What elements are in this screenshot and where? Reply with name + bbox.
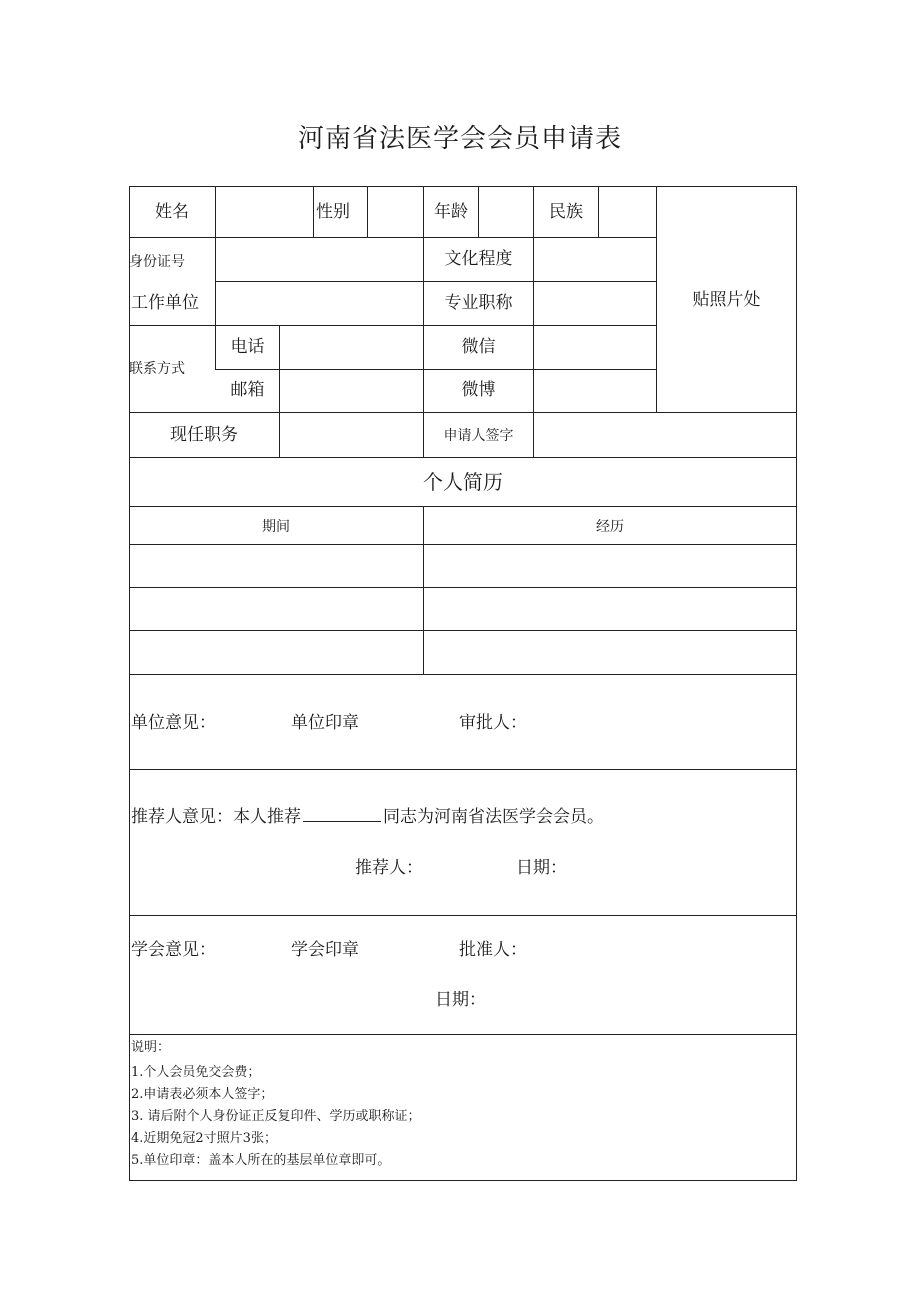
photo-placeholder: 贴照片处 xyxy=(692,290,761,310)
note-item: 1.个人会员免交会费； xyxy=(131,1065,261,1080)
label-employer: 工作单位 xyxy=(131,293,199,313)
society-opinion-label: 学会意见： xyxy=(131,940,216,960)
label-gender: 性别 xyxy=(316,202,350,222)
phone-input[interactable] xyxy=(280,326,423,369)
label-applicant-signature: 申请人签字 xyxy=(443,428,514,444)
rule xyxy=(129,630,797,631)
rule xyxy=(129,587,797,588)
label-education: 文化程度 xyxy=(444,249,513,269)
note-item: 2.申请表必须本人签字； xyxy=(131,1087,274,1102)
wechat-input[interactable] xyxy=(534,326,656,369)
recommender-opinion xyxy=(131,807,604,827)
resume-col-period: 期间 xyxy=(262,519,290,535)
gender-input[interactable] xyxy=(368,187,423,237)
rule xyxy=(423,186,424,457)
label-ethnicity: 民族 xyxy=(549,202,583,222)
recommended-name-blank[interactable] xyxy=(303,807,381,822)
recommender-opinion-suffix: 同志为河南省法医学会会员。 xyxy=(383,807,604,827)
unit-approver-label: 审批人： xyxy=(459,713,527,733)
note-item: 3. 请后附个人身份证正反复印件、学历或职称证； xyxy=(131,1109,421,1124)
rule xyxy=(129,769,797,770)
label-email: 邮箱 xyxy=(230,380,265,400)
name-input[interactable] xyxy=(216,187,313,237)
note-item: 4.近期免冠2寸照片3张； xyxy=(131,1131,277,1146)
education-input[interactable] xyxy=(534,238,656,281)
rule xyxy=(129,506,797,507)
id-number-input[interactable] xyxy=(216,238,423,325)
label-name: 姓名 xyxy=(155,202,189,222)
rule xyxy=(129,457,797,458)
applicant-signature-field[interactable] xyxy=(534,413,796,457)
rule xyxy=(313,186,314,237)
rule xyxy=(129,544,797,545)
label-current-position: 现任职务 xyxy=(170,425,238,445)
professional-title-input[interactable] xyxy=(534,282,656,325)
application-form xyxy=(129,186,797,1181)
border-left xyxy=(129,186,130,1181)
society-date-label: 日期： xyxy=(435,990,486,1010)
resume-col-experience: 经历 xyxy=(596,519,624,535)
rule xyxy=(129,674,797,675)
label-contact: 联系方式 xyxy=(129,361,185,377)
recommender-opinion-prefix: 推荐人意见：本人推荐 xyxy=(131,807,301,827)
society-approver-label: 批准人： xyxy=(459,940,527,960)
age-input[interactable] xyxy=(479,187,533,237)
weibo-input[interactable] xyxy=(534,370,656,412)
unit-seal-label: 单位印章 xyxy=(291,713,359,733)
border-right xyxy=(796,186,797,1181)
label-age: 年龄 xyxy=(434,202,468,222)
form-title: 河南省法医学会会员申请表 xyxy=(297,124,622,154)
recommender-date-label: 日期： xyxy=(516,858,567,878)
label-wechat: 微信 xyxy=(461,337,496,357)
label-phone: 电话 xyxy=(230,337,265,357)
ethnicity-input[interactable] xyxy=(599,187,656,237)
border-bottom xyxy=(129,1180,797,1181)
current-position-input[interactable] xyxy=(280,413,423,457)
note-item: 5.单位印章：盖本人所在的基层单位章即可。 xyxy=(131,1153,391,1168)
email-input[interactable] xyxy=(280,370,423,412)
label-id-number: 身份证号 xyxy=(129,254,185,270)
rule xyxy=(129,1034,797,1035)
recommender-signer-label: 推荐人： xyxy=(355,858,423,878)
notes-heading: 说明： xyxy=(131,1040,171,1055)
label-weibo: 微博 xyxy=(461,380,496,400)
label-professional-title: 专业职称 xyxy=(444,293,513,313)
unit-opinion-label: 单位意见： xyxy=(131,713,216,733)
rule xyxy=(129,915,797,916)
society-seal-label: 学会印章 xyxy=(291,940,359,960)
resume-heading: 个人简历 xyxy=(423,470,503,494)
